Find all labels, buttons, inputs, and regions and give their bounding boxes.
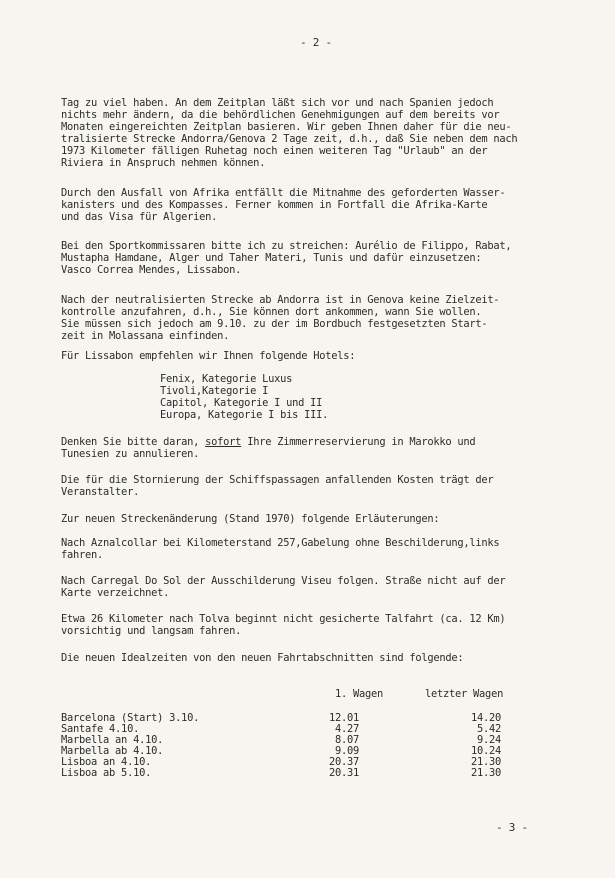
next-page-indicator: - 3 - (496, 821, 528, 834)
text-line: kontrolle anzufahren, d.h., Sie können dort ankommen, wann Sie wollen. (61, 306, 482, 318)
table-cell-last-car: 5.42 (476, 723, 501, 735)
list-item: Fenix, Kategorie Luxus (160, 373, 293, 385)
list-item: Capitol, Kategorie I und II (160, 397, 323, 409)
text-line: Bei den Sportkommissaren bitte ich zu streichen: Aurélio de Filippo, Rabat, (61, 240, 512, 252)
text-line: vorsichtig und langsam fahren. (61, 625, 242, 637)
text-line: kanisters und des Kompasses. Ferner kommen in Fortfall die Afrika-Karte (61, 199, 488, 211)
table-cell-last-car: 10.24 (470, 745, 501, 757)
text-line: Mustapha Hamdane, Alger und Taher Materi, Tunis und dafür einzusetzen: (61, 252, 482, 264)
text-line: Etwa 26 Kilometer nach Tolva beginnt nicht gesicherte Talfahrt (ca. 12 Km) (61, 613, 506, 625)
text-line: Tag zu viel haben. An dem Zeitplan läßt sich vor und nach Spanien jedoch (61, 97, 494, 109)
text-line: Riviera in Anspruch nehmen können. (61, 157, 266, 169)
column-header-first-car: 1. Wagen (335, 688, 384, 700)
paragraph-hotels-intro: Für Lissabon empfehlen wir Ihnen folgende Hotels: (61, 350, 356, 362)
text-line: fahren. (61, 549, 104, 561)
table-cell-last-car: 9.24 (476, 734, 501, 746)
text-line: tralisierte Strecke Andorra/Genova 2 Tage zeit, d.h., daß Sie neben dem nach (61, 133, 518, 145)
text-line: Durch den Ausfall von Afrika entfällt die Mitnahme des geforderten Wasser- (61, 187, 506, 199)
table-cell-first-car: 20.37 (328, 756, 359, 768)
text-line: Die für die Stornierung der Schiffspassagen anfallenden Kosten trägt der (61, 474, 494, 486)
table-cell-first-car: 9.09 (334, 745, 359, 757)
text-line: Veranstalter. (61, 486, 140, 498)
emphasis-underlined: sofort (205, 436, 242, 448)
text-line: Nach Carregal Do Sol der Ausschilderung Viseu folgen. Straße nicht auf der (61, 575, 506, 587)
text-segment: Ihre Zimmerreservierung in Marokko und (241, 436, 476, 448)
table-row (61, 768, 501, 779)
text-line: Nach Aznalcollar bei Kilometerstand 257,Gabelung ohne Beschilderung,links (61, 537, 500, 549)
table-cell-last-car: 21.30 (470, 756, 501, 768)
text-line: nichts mehr ändern, da die behördlichen Genehmigungen auf dem bereits vor (61, 109, 500, 121)
text-line: und das Visa für Algerien. (61, 211, 218, 223)
table-cell-first-car: 4.27 (334, 723, 359, 735)
table-cell-first-car: 20.31 (328, 767, 359, 779)
text-line: Sie müssen sich jedoch am 9.10. zu der im Bordbuch festgesetzten Start- (61, 318, 488, 330)
list-item: Tivoli,Kategorie I (160, 385, 269, 397)
text-line: zeit in Molassana einfinden. (61, 330, 230, 342)
table-cell-place: Barcelona (Start) 3.10. (61, 712, 200, 724)
table-cell-place: Marbella an 4.10. (61, 734, 164, 746)
text-line: 1973 Kilometer fälligen Ruhetag noch einen weiteren Tag "Urlaub" an der (61, 145, 488, 157)
table-cell-place: Marbella ab 4.10. (61, 745, 164, 757)
text-line (61, 436, 475, 448)
table-cell-first-car: 12.01 (328, 712, 359, 724)
table-cell-first-car: 8.07 (334, 734, 359, 746)
column-header-last-car: letzter Wagen (425, 688, 504, 700)
list-item: Europa, Kategorie I bis III. (160, 409, 329, 421)
text-line: Vasco Correa Mendes, Lissabon. (61, 264, 242, 276)
paragraph-streckenaenderung: Zur neuen Streckenänderung (Stand 1970) folgende Erläuterungen: (61, 513, 440, 525)
table-cell-last-car: 21.30 (470, 767, 501, 779)
paragraph-idealzeiten: Die neuen Idealzeiten von den neuen Fahrtabschnitten sind folgende: (61, 652, 464, 664)
table-cell-place: Santafe 4.10. (61, 723, 140, 735)
text-line: Monaten eingereichten Zeitplan basieren. Wir geben Ihnen daher für die neu- (61, 121, 512, 133)
text-line: Nach der neutralisierten Strecke ab Andorra ist in Genova keine Zielzeit- (61, 294, 500, 306)
text-segment: Denken Sie bitte daran, (61, 436, 206, 448)
page-number: - 2 - (300, 36, 332, 49)
table-cell-last-car: 14.20 (470, 712, 501, 724)
text-line: Tunesien zu annulieren. (61, 448, 200, 460)
table-cell-place: Lisboa ab 5.10. (61, 767, 152, 779)
text-line: Karte verzeichnet. (61, 587, 170, 599)
table-cell-place: Lisboa an 4.10. (61, 756, 152, 768)
